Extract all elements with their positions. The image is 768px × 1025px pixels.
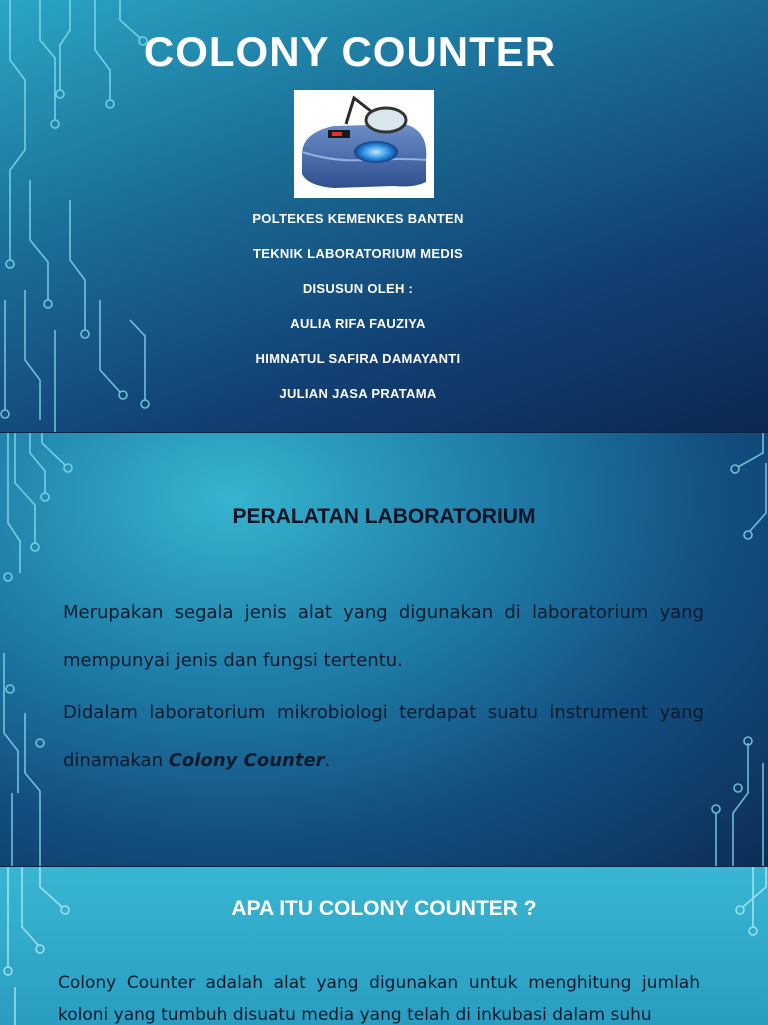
paragraph-period: . [324,750,331,771]
slide-title: PERALATAN LABORATORIUM [232,505,536,528]
slide-title: APA ITU COLONY COUNTER ? [231,897,537,920]
author-info [0,206,716,416]
slide-title: COLONY COUNTER [143,28,557,75]
institution-line: POLTEKES KEMENKES BANTEN [252,211,464,226]
instrument-paragraph [63,689,704,785]
author-name: AULIA RIFA FAUZIYA [290,316,426,331]
definition-paragraph: Colony Counter adalah alat yang digunakan untuk menghitung jumlah koloni yang tumbuh disuatu media yang telah di inkubasi dalam suhu [58,973,700,1025]
lab-equipment-slide [0,432,768,866]
definition-paragraph: Merupakan segala jenis alat yang digunakan di laboratorium yang mempunyai jenis dan fungsi tertentu. [63,602,704,671]
author-name: HIMNATUL SAFIRA DAMAYANTI [255,351,461,366]
department-line: TEKNIK LABORATORIUM MEDIS [253,246,463,261]
colony-counter-image [294,90,434,198]
emphasized-term: Colony Counter [168,750,325,771]
circuit-decoration-right [708,867,768,1025]
author-name: JULIAN JASA PRATAMA [279,386,437,401]
what-is-colony-counter-slide [0,866,768,1025]
paragraph-text: Didalam laboratorium mikrobiologi terdapat suatu instrument yang dinamakan [63,702,704,771]
authored-by-line: DISUSUN OLEH : [302,281,414,296]
title-slide [0,0,768,432]
circuit-decoration-right [708,433,768,866]
